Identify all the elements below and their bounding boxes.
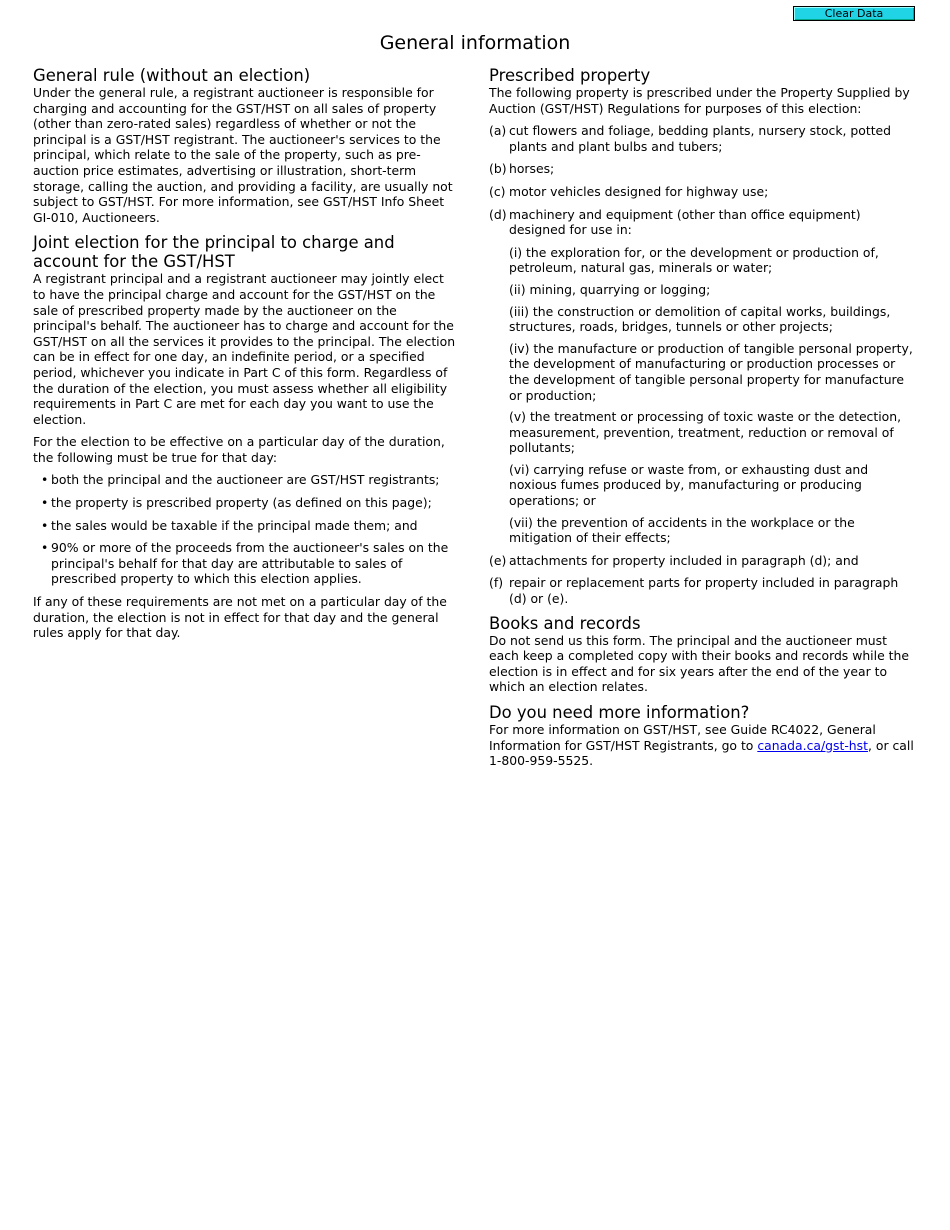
item-text: cut flowers and foliage, bedding plants, nursery stock, potted plants and plant bulbs and tubers; xyxy=(509,123,892,154)
item-text: repair or replacement parts for property included in paragraph (d) or (e). xyxy=(509,575,899,607)
prescribed-property-heading: Prescribed property xyxy=(489,66,651,85)
conditions-list xyxy=(33,472,458,587)
books-records-text: Do not send us this form. The principal and the auctioneer must each keep a completed copy with their books and records while the election is in effect and for six years after the end of the year to which an election relates. xyxy=(489,632,909,695)
joint-election-heading: Joint election for the principal to charge and account for the GST/HST xyxy=(33,233,395,272)
general-rule-heading: General rule (without an election) xyxy=(33,66,311,85)
list-item xyxy=(489,575,919,606)
more-info-text-before: For more information on GST/HST, see Guide RC4022, General Information for GST/HST Registrants, go to xyxy=(489,722,876,753)
sub-item: (ii) mining, quarrying or logging; xyxy=(509,281,711,297)
list-item xyxy=(489,123,919,154)
item-label: (b) xyxy=(489,161,507,177)
right-column xyxy=(489,66,919,769)
joint-election-text: A registrant principal and a registrant auctioneer may jointly elect to have the principal charge and account for the GST/HST on the sale of prescribed property made by the auctioneer on the principal's behalf. The auctioneer has to charge and account for the GST/HST on all the services it provides to the principal. The election can be in effect for one day, an indefinite period, or a specified period, whichever you indicate in Part C of this form. Regardless of the duration of the election, you must assess whether all eligibility requirements in Part C are met for each day you want to use the election. xyxy=(33,271,456,427)
prescribed-property-intro: The following property is prescribed under the Property Supplied by Auction (GST/HST) Regulations for purposes of this election: xyxy=(489,85,910,116)
item-text: horses; xyxy=(509,161,555,177)
more-info-heading: Do you need more information? xyxy=(489,703,750,722)
sub-item: (v) the treatment or processing of toxic waste or the detection, measurement, prevention, treatment, reduction or removal of pollutants; xyxy=(509,409,902,456)
item-label: (e) xyxy=(489,552,507,568)
more-info-text-after: , or call 1-800-959-5525. xyxy=(489,737,914,769)
general-rule-text: Under the general rule, a registrant auctioneer is responsible for charging and accounting for the GST/HST on all sales of property (other than zero-rated sales) regardless of whether or not the principal is a GST/HST registrant. The auctioneer's services to the principal, which relate to the sale of the property, such as pre-auction price estimates, advertising or illustration, short-term storage, calling the auction, and providing a facility, are usually not subject to GST/HST. For more information, see GST/HST Info Sheet GI-010, Auctioneers. xyxy=(33,85,453,225)
item-label: (d) xyxy=(489,206,507,222)
item-label: (f) xyxy=(489,575,504,591)
more-info-text xyxy=(489,722,919,769)
clear-data-button[interactable]: Clear Data xyxy=(793,6,915,21)
sub-item: (i) the exploration for, or the development or production of, petroleum, natural gas, minerals or water; xyxy=(509,244,879,276)
prescribed-list xyxy=(489,123,919,606)
list-item xyxy=(489,161,919,177)
conditions-closing: If any of these requirements are not met on a particular day of the duration, the election is not in effect for that day and the general rules apply for that day. xyxy=(33,594,447,641)
list-item: • both the principal and the auctioneer are GST/HST registrants; xyxy=(33,472,458,488)
sub-item: (iii) the construction or demolition of capital works, buildings, structures, roads, bridges, tunnels or other projects; xyxy=(509,303,891,335)
list-item: • the sales would be taxable if the principal made them; and xyxy=(33,518,458,534)
list-item xyxy=(489,184,919,200)
list-item: • 90% or more of the proceeds from the auctioneer's sales on the principal's behalf for that day are attributable to sales of prescribed property to which this election applies. xyxy=(33,540,458,587)
conditions-intro: For the election to be effective on a particular day of the duration, the following must be true for that day: xyxy=(33,434,445,465)
item-label: (a) xyxy=(489,123,507,139)
sub-item: (vii) the prevention of accidents in the workplace or the mitigation of their effects; xyxy=(509,514,855,546)
sub-item: (iv) the manufacture or production of tangible personal property, the development of manufacturing or production processes or the development of tangible personal property for manufacture or production; xyxy=(509,340,913,403)
item-text: motor vehicles designed for highway use; xyxy=(509,183,769,199)
item-label: (c) xyxy=(489,183,506,199)
sub-list xyxy=(509,245,919,546)
left-column xyxy=(33,66,458,641)
books-records-heading: Books and records xyxy=(489,613,641,633)
gst-hst-link[interactable]: canada.ca/gst-hst xyxy=(757,737,868,753)
item-text: attachments for property included in paragraph (d); and xyxy=(509,552,859,568)
list-item xyxy=(489,553,919,569)
sub-item: (vi) carrying refuse or waste from, or exhausting dust and noxious fumes produced by, manufacturing or producing operations; or xyxy=(509,461,869,509)
list-item xyxy=(489,207,919,546)
item-text: machinery and equipment (other than office equipment) designed for use in: xyxy=(509,206,861,238)
list-item: • the property is prescribed property (as defined on this page); xyxy=(33,495,458,511)
page-title: General information xyxy=(379,32,571,54)
